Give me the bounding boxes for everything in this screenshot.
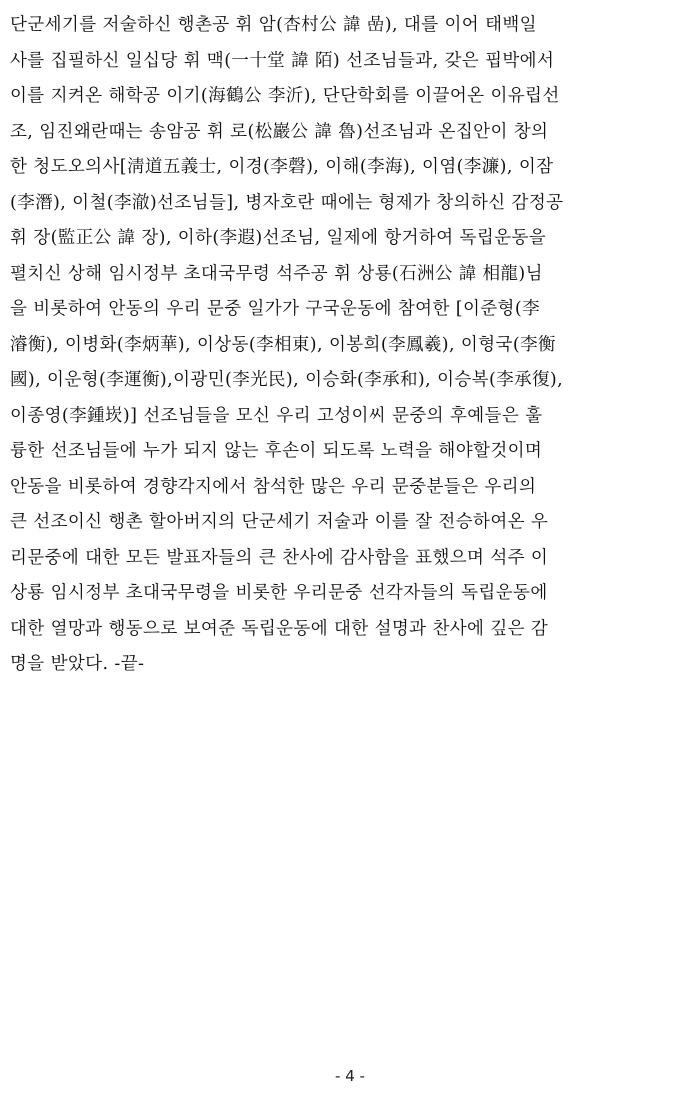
text-line: 큰 선조이신 행촌 할아버지의 단군세기 저술과 이를 잘 전승하여온 우 [10,512,549,532]
text-line: 조, 임진왜란때는 송암공 휘 로(松巖公 諱 魯)선조님과 온집안이 창의 [10,121,549,142]
text-line: 대한 열망과 행동으로 보여준 독립운동에 대한 설명과 찬사에 깊은 감 [10,618,549,639]
text-line: 이종영(李鍾崁)] 선조님들을 모신 우리 고성이씨 문중의 후예들은 훌 [10,405,543,426]
text-line: 이를 지켜온 해학공 이기(海鶴公 李沂), 단단학회를 이끌어온 이유립선 [10,86,560,106]
text-line: 명을 받았다. -끝- [10,654,145,674]
text-line: 리문중에 대한 모든 발표자들의 큰 찬사에 감사함을 표했으며 석주 이 [10,547,549,568]
text-line: 濬衡), 이병화(李炳華), 이상동(李相東), 이봉희(李鳳羲), 이형국(李衡 [10,334,556,355]
text-line: 한 청도오의사[淸道五義士, 이경(李磬), 이해(李海), 이염(李濂), 이잠 [10,157,554,177]
text-line: 사를 집필하신 일십당 휘 맥(一十堂 諱 陌) 선조님들과, 갖은 핍박에서 [10,50,555,71]
text-line: 단군세기를 저술하신 행촌공 휘 암(杏村公 諱 嵒), 대를 이어 태백일 [10,15,537,35]
body-text [10,8,690,683]
text-line: 國), 이운형(李運衡),이광민(李光民), 이승화(李承和), 이승복(李承復), [10,370,564,390]
text-line: 상룡 임시정부 초대국무령을 비롯한 우리문중 선각자들의 독립운동에 [10,583,548,603]
text-line: 펼치신 상해 임시정부 초대국무령 석주공 휘 상룡(石洲公 諱 相龍)님 [10,263,543,284]
text-line: 안동을 비롯하여 경향각지에서 참석한 많은 우리 문중분들은 우리의 [10,476,537,497]
page-number: - 4 - [335,1067,365,1085]
text-line: 휘 장(監正公 諱 장), 이하(李遐)선조님, 일제에 항거하여 독립운동을 [10,228,547,248]
text-line: (李潛), 이철(李澈)선조님들], 병자호란 때에는 형제가 창의하신 감정공 [10,192,564,213]
text-line: 을 비롯하여 안동의 우리 문중 일가가 구국운동에 참여한 [이준형(李 [10,299,540,319]
text-line: 륭한 선조님들에 누가 되지 않는 후손이 되도록 노력을 해야할것이며 [10,441,543,461]
